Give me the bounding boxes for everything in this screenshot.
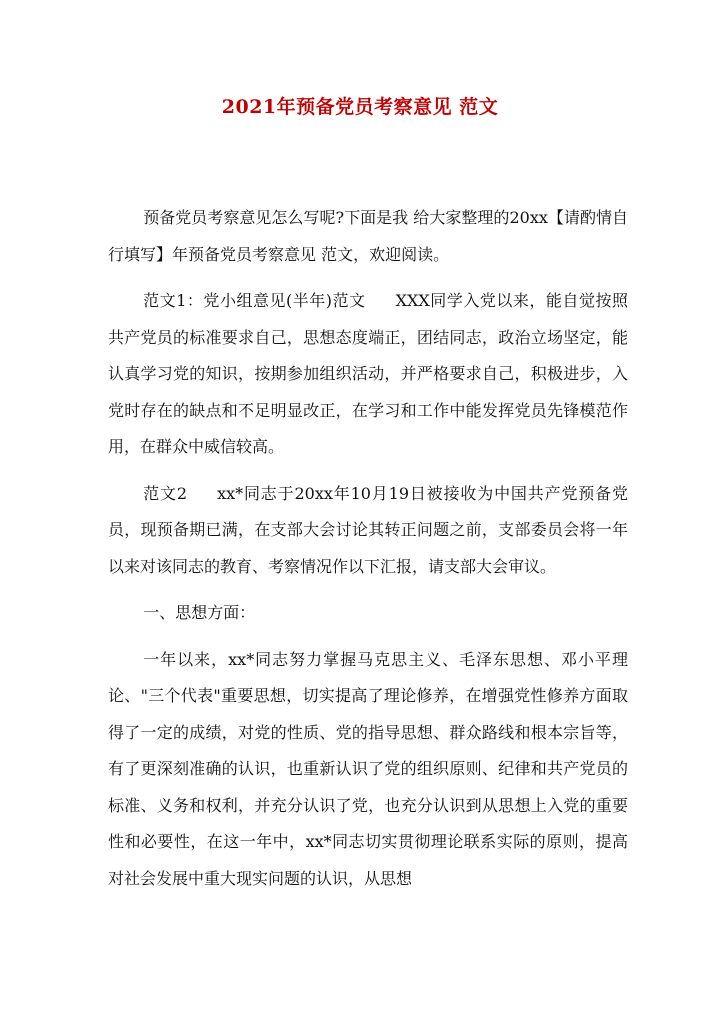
section1-heading: 一、思想方面：	[143, 603, 256, 622]
sample1-paragraph	[108, 283, 628, 466]
sample2-text: xx*同志于20xx年10月19日被接收为中国共产党预备党员，现预备期已满，在支部大会讨论其转正问题之前，支部委员会将一年以来对该同志的教育、考察情况作以下汇报，请支部大会审议。	[108, 483, 628, 576]
sample1-text: XXX同学入党以来，能自觉按照共产党员的标准要求自己，思想态度端正，团结同志，政治立场坚定，能认真学习党的知识，按期参加组织活动，并严格要求自己，积极进步，入党时存在的缺点和不足明显改正，在学习和工作中能发挥党员先锋模范作用，在群众中威信较高。	[108, 291, 628, 456]
document-body	[108, 200, 628, 907]
sample2-label: 范文2	[143, 483, 188, 503]
sample2-paragraph	[108, 476, 628, 586]
section1-paragraph: 一年以来，xx*同志努力掌握马克思主义、毛泽东思想、邓小平理论、"三个代表"重要思想，切实提高了理论修养，在增强党性修养方面取得了一定的成绩，对党的性质、党的指导思想、群众路线和根本宗旨等，有了更深刻准确的认识，也重新认识了党的组织原则、纪律和共产党员的标准、义务和权利，并充分认识了党，也充分认识到从思想上入党的重要性和必要性，在这一年中，xx*同志切实贯彻理论联系实际的原则，提高对社会发展中重大现实问题的认识，从思想	[108, 649, 628, 888]
intro-paragraph: 预备党员考察意见怎么写呢?下面是我 给大家整理的20xx【请酌情自行填写】年预备党员考察意见 范文，欢迎阅读。	[108, 208, 628, 264]
sample1-label: 范文1：党小组意见(半年)范文	[143, 291, 366, 310]
document-title: 2021年预备党员考察意见 范文	[221, 96, 499, 118]
